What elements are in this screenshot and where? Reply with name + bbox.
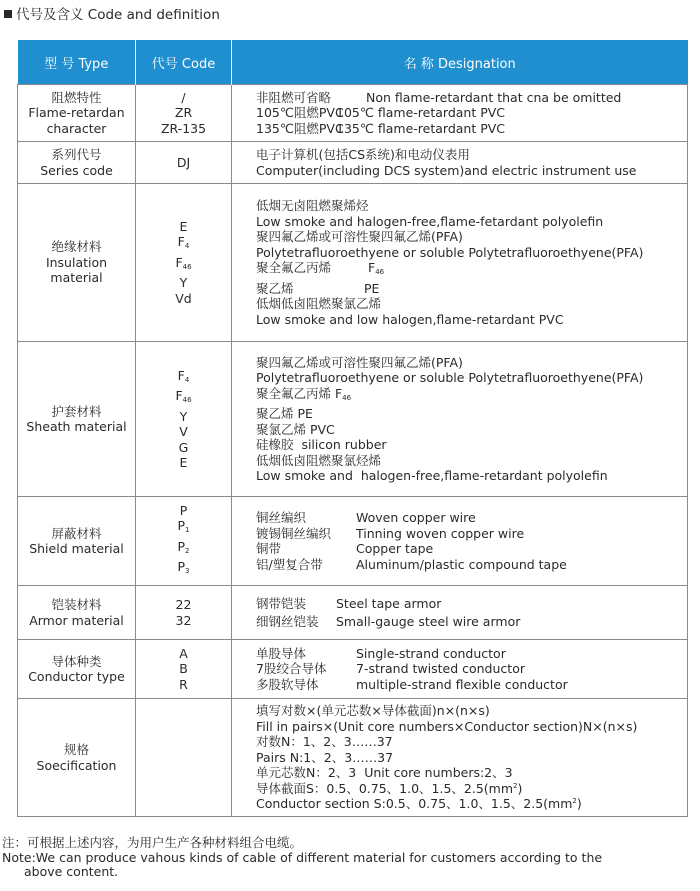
designation-line: Polytetrafluoroethyene or soluble Polytetrafluoroethyene(PFA) — [256, 370, 644, 385]
designation-line: 镀锡铜丝编织 Tinning woven copper wire — [256, 525, 525, 541]
designation-line: Computer(including DCS system)and electric instrument use — [256, 162, 637, 178]
code-cell — [136, 342, 232, 497]
designation-line: 聚乙烯 PE — [256, 406, 313, 421]
code-value: P — [179, 502, 188, 518]
designation-cell — [232, 342, 688, 497]
designation-line: 低烟低卤阻燃聚氯乙烯 — [256, 296, 382, 311]
type-cell — [18, 184, 136, 342]
designation-line: 铜带 Copper tape — [256, 541, 434, 556]
code-value: Y — [179, 275, 188, 291]
code-value: Vd — [175, 290, 192, 306]
code-value: $P_1$ — [177, 518, 190, 534]
code-cell — [136, 142, 232, 184]
designation-line: 非阻燃可省略 Non flame-retardant that cna be omitted — [256, 89, 622, 105]
code-value: G — [178, 439, 189, 455]
designation-line: Polytetrafluoroethyene or soluble Polytetrafluoroethyene(PFA) — [256, 244, 644, 260]
designation-cell — [232, 184, 688, 342]
designation-line: 聚乙烯 PE — [256, 280, 380, 296]
footnote-en: Note:We can produce vahous kinds of cable of different material for customers according to the — [2, 849, 603, 865]
code-value: V — [179, 424, 188, 439]
footnote — [2, 836, 602, 880]
type-cn: 规格 — [63, 742, 89, 757]
type-cn: 铠装材料 — [51, 597, 102, 612]
designation-line: 135℃阻燃PVC135℃ flame-retardant PVC — [256, 120, 506, 136]
table-header-row — [18, 40, 688, 85]
code-value: A — [179, 645, 188, 661]
designation-line: Conductor section S:0.5、0.75、1.0、1.5、$2.5(mm^2)$ — [256, 796, 582, 812]
designation-line: 硅橡胶 silicon rubber — [256, 437, 387, 452]
type-en: Flame-retardan character — [28, 105, 125, 136]
table-row — [18, 586, 688, 640]
type-cell — [18, 342, 136, 497]
type-en: Sheath material — [26, 419, 127, 434]
code-value: ZR — [174, 105, 193, 121]
header-designation: 名 称 Designation — [232, 40, 688, 85]
code-value: E — [179, 455, 188, 470]
code-cell — [136, 497, 232, 586]
code-cell — [136, 699, 232, 817]
code-value: $P_2$ — [177, 538, 190, 555]
type-en: material — [50, 270, 103, 286]
designation-line: 导体截面S：0.5、0.75、1.0、1.5、$2.5(mm^2)$ — [256, 780, 523, 796]
designation-line: Low smoke and halogen-free,flame-retardant polyolefin — [256, 468, 608, 483]
designation-line: 电子计算机(包括CS系统)和电动仪表用 — [256, 147, 470, 162]
code-value: E — [179, 218, 188, 234]
code-value: ZR-135 — [160, 120, 207, 136]
section-heading-text: 代号及含义 Code and definition — [16, 7, 220, 23]
type-en: Insulation — [45, 254, 108, 270]
type-cn: 屏蔽材料 — [51, 525, 102, 541]
designation-line: 聚全氟乙丙烯 $F_{46}$ — [256, 385, 352, 402]
code-value: R — [179, 676, 188, 692]
type-cn: 阻燃特性 — [51, 89, 102, 105]
type-en: Conductor type — [28, 669, 125, 684]
designation-cell — [232, 142, 688, 184]
code-value: DJ — [176, 154, 191, 170]
code-value: $F_{46}$ — [175, 254, 192, 271]
code-cell — [136, 640, 232, 699]
designation-line: 钢带铠装 Steel tape armor — [256, 595, 442, 611]
designation-line: 细钢丝铠装 Small-gauge steel wire armor — [256, 614, 521, 629]
designation-line: 铜丝编织 Woven copper wire — [256, 510, 476, 525]
designation-cell — [232, 85, 688, 142]
table-row — [18, 342, 688, 497]
designation-line: 低烟无卤阻燃聚烯烃 — [256, 198, 369, 213]
designation-line: 聚全氟乙丙烯 $F_{46}$ — [256, 260, 385, 276]
footnote-en-continued: above content. — [24, 864, 119, 879]
type-cn: 导体种类 — [51, 653, 102, 669]
header-type: 型 号 Type — [18, 40, 136, 85]
type-en: Armor material — [29, 612, 124, 628]
code-value: / — [181, 89, 186, 105]
designation-line: Low smoke and low halogen,flame-retardant PVC — [256, 311, 564, 327]
code-value: $F_{46}$ — [175, 388, 192, 404]
code-value: Y — [179, 408, 188, 424]
designation-line: Fill in pairs×(Unit core numbers×Conductor section)N×(n×s) — [256, 718, 638, 734]
designation-cell — [232, 699, 688, 817]
designation-line: 单股导体 Single-strand conductor — [256, 645, 506, 661]
designation-cell — [232, 586, 688, 640]
designation-line: 聚四氟乙烯或可溶性聚四氟乙烯(PFA) — [256, 229, 463, 244]
type-cn: 系列代号 — [51, 147, 102, 162]
code-definition-table — [17, 40, 688, 817]
designation-line: 对数N：1、2、3……37 — [256, 734, 393, 750]
section-heading — [4, 4, 220, 26]
designation-line: 填写对数×(单元芯数×导体截面)n×(n×s) — [256, 703, 490, 719]
table-row — [18, 640, 688, 699]
code-cell — [136, 586, 232, 640]
designation-line: 7股绞合导体 7-strand twisted conductor — [256, 661, 525, 677]
code-value: $P_3$ — [177, 559, 190, 575]
code-cell — [136, 184, 232, 342]
code-value: 22 — [175, 597, 192, 612]
designation-line: Low smoke and halogen-free,flame-fetardant polyolefin — [256, 213, 604, 229]
type-cell — [18, 586, 136, 640]
table-row — [18, 184, 688, 342]
footnote-cn: 注：可根据上述内容，为用户生产各种材料组合电缆。 — [2, 835, 303, 850]
code-cell — [136, 85, 232, 142]
code-value: 32 — [175, 612, 192, 628]
type-cell — [18, 497, 136, 586]
designation-line: 多股软导体 multiple-strand flexible conductor — [256, 676, 568, 692]
code-value: B — [179, 661, 188, 677]
type-cn: 护套材料 — [51, 403, 102, 419]
designation-line: 单元芯数N：2、3 Unit core numbers:2、3 — [256, 765, 513, 781]
header-code: 代号 Code — [136, 40, 232, 85]
type-cell — [18, 142, 136, 184]
designation-line: Pairs N:1、2、3……37 — [256, 749, 394, 765]
type-en: Soecification — [36, 757, 117, 773]
designation-cell — [232, 640, 688, 699]
designation-line: 低烟低卤阻燃聚氯烃烯 — [256, 452, 382, 468]
type-en: Shield material — [29, 541, 124, 556]
type-en: Series code — [40, 162, 113, 178]
type-cell — [18, 699, 136, 817]
designation-line: 105℃阻燃PVC105℃ flame-retardant PVC — [256, 105, 506, 121]
type-cn: 绝缘材料 — [51, 239, 102, 255]
table-row — [18, 497, 688, 586]
designation-cell — [232, 497, 688, 586]
code-value: $F_4$ — [177, 367, 190, 384]
designation-line: 聚四氟乙烯或可溶性聚四氟乙烯(PFA) — [256, 354, 463, 370]
type-cell — [18, 640, 136, 699]
table-row — [18, 85, 688, 142]
type-cell — [18, 85, 136, 142]
designation-line: 聚氯乙烯 PVC — [256, 421, 335, 437]
code-value: $F_4$ — [177, 234, 190, 251]
designation-line: 铝/塑复合带 Aluminum/plastic compound tape — [256, 556, 567, 572]
square-bullet-icon — [4, 10, 12, 18]
table-row — [18, 142, 688, 184]
table-row — [18, 699, 688, 817]
